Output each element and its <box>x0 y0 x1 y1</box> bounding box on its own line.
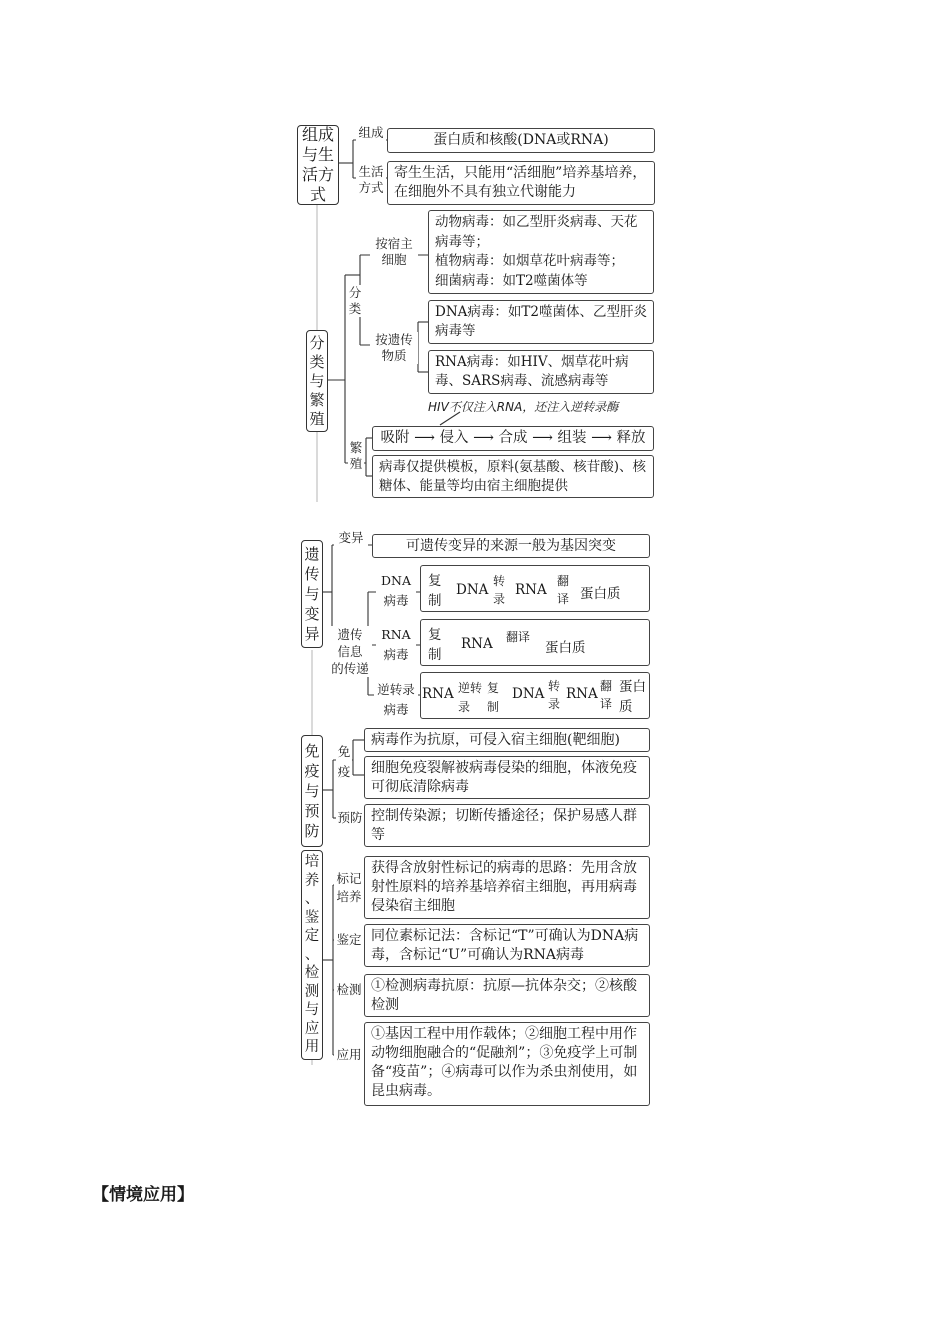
box-by-host: 动物病毒：如乙型肝炎病毒、天花病毒等； 植物病毒：如烟草花叶病毒等； 细菌病毒：如T2噬菌体等 <box>428 210 654 294</box>
label-classify: 分 类 <box>348 285 362 316</box>
label-identify: 鉴定 <box>334 932 364 948</box>
cat-text: 与生 <box>301 145 334 164</box>
category-culture: 培 养 、 鉴 定 、 检 测 与 应 用 <box>301 850 323 1060</box>
category-immunity: 免 疫 与 预 防 <box>301 735 323 847</box>
dna-arrow1: 转 录 <box>493 574 506 606</box>
label-lifestyle: 生活 方式 <box>356 164 386 196</box>
box-antigen: 病毒作为抗原，可侵入宿主细胞(靶细胞) <box>364 728 650 752</box>
label-detect: 检测 <box>334 982 364 998</box>
box-variation: 可遗传变异的来源一般为基因突变 <box>372 534 650 558</box>
retro-product: 蛋白 质 <box>619 679 646 715</box>
label-retro-virus: 逆转录 病毒 <box>374 680 418 720</box>
label-prevent: 预防 <box>337 810 363 825</box>
section-title: 【情境应用】 <box>92 1185 194 1205</box>
cat-text: 活方 <box>301 165 334 184</box>
dna-product: 蛋白质 <box>580 586 621 602</box>
retro-node1: DNA <box>512 686 545 702</box>
retro-replicate: 复 制 <box>487 681 500 714</box>
handwritten-note: HIV不仅注入RNA，还注入逆转录酶 <box>428 400 619 414</box>
rna-arrow1: 翻译 <box>506 630 531 644</box>
rna-replicate: 复 制 <box>428 627 442 663</box>
box-dna-virus: DNA病毒：如T2噬菌体、乙型肝炎病毒等 <box>428 300 654 344</box>
retro-start: RNA <box>422 686 454 702</box>
box-lifestyle: 寄生生活，只能用“活细胞”培养基培养，在细胞外不具有独立代谢能力 <box>387 161 655 205</box>
label-by-host: 按宿主 细胞 <box>370 236 418 268</box>
label-dna-virus: DNA 病毒 <box>376 571 416 611</box>
dna-node2: RNA <box>515 582 547 598</box>
box-rna-flow <box>420 619 650 666</box>
category-composition <box>297 125 339 205</box>
box-immune: 细胞免疫裂解被病毒侵染的细胞，体液免疫可彻底清除病毒 <box>364 756 650 799</box>
retro-arrow2: 翻 译 <box>600 679 613 711</box>
rna-node1: RNA <box>461 636 493 652</box>
cat-text: 组成 <box>301 125 334 144</box>
label-composition: 组成 <box>356 125 386 141</box>
box-composition: 蛋白质和核酸(DNA或RNA) <box>387 128 655 153</box>
dna-arrow2: 翻 译 <box>557 574 570 606</box>
retro-arrow0: 逆转 录 <box>458 681 483 714</box>
rna-product: 蛋白质 <box>545 640 586 656</box>
box-label-culture: 获得含放射性标记的病毒的思路：先用含放射性原料的培养基培养宿主细胞，再用病毒侵染宿主细胞 <box>364 856 650 919</box>
dna-node1: DNA <box>456 582 489 598</box>
category-genetics: 遗 传 与 变 异 <box>301 540 323 648</box>
box-steps: 吸附 ⟶ 侵入 ⟶ 合成 ⟶ 组装 ⟶ 释放 <box>372 426 654 451</box>
box-prevent: 控制传染源；切断传播途径；保护易感人群等 <box>364 804 650 847</box>
label-apply: 应用 <box>334 1047 364 1063</box>
label-variation: 变异 <box>334 530 368 546</box>
box-reproduce-detail: 病毒仅提供模板，原料(氨基酸、核苷酸)、核糖体、能量等均由宿主细胞提供 <box>372 455 654 498</box>
label-reproduce: 繁 殖 <box>349 440 363 471</box>
box-identify: 同位素标记法：含标记“T”可确认为DNA病毒，含标记“U”可确认为RNA病毒 <box>364 924 650 967</box>
label-label-culture: 标记 培养 <box>334 870 364 906</box>
category-classification: 分 类 与 繁 殖 <box>306 330 328 432</box>
box-rna-virus: RNA病毒：如HIV、烟草花叶病毒、SARS病毒、流感病毒等 <box>428 350 654 394</box>
label-immunity: 免 疫 <box>336 742 352 782</box>
label-by-genetic: 按遗传 物质 <box>370 332 418 364</box>
label-rna-virus: RNA 病毒 <box>376 625 416 665</box>
box-detect: ①检测病毒抗原：抗原—抗体杂交；②核酸检测 <box>364 974 650 1017</box>
label-info-transfer: 遗传 信息 的传递 <box>328 626 372 677</box>
cat-text: 式 <box>309 185 326 204</box>
retro-node2: RNA <box>566 686 598 702</box>
dna-replicate: 复 制 <box>428 573 442 609</box>
retro-arrow1: 转 录 <box>548 679 561 711</box>
box-apply: ①基因工程中用作载体；②细胞工程中用作动物细胞融合的“促融剂”；③免疫学上可制备“疫苗”；④病毒可以作为杀虫剂使用，如昆虫病毒。 <box>364 1022 650 1106</box>
